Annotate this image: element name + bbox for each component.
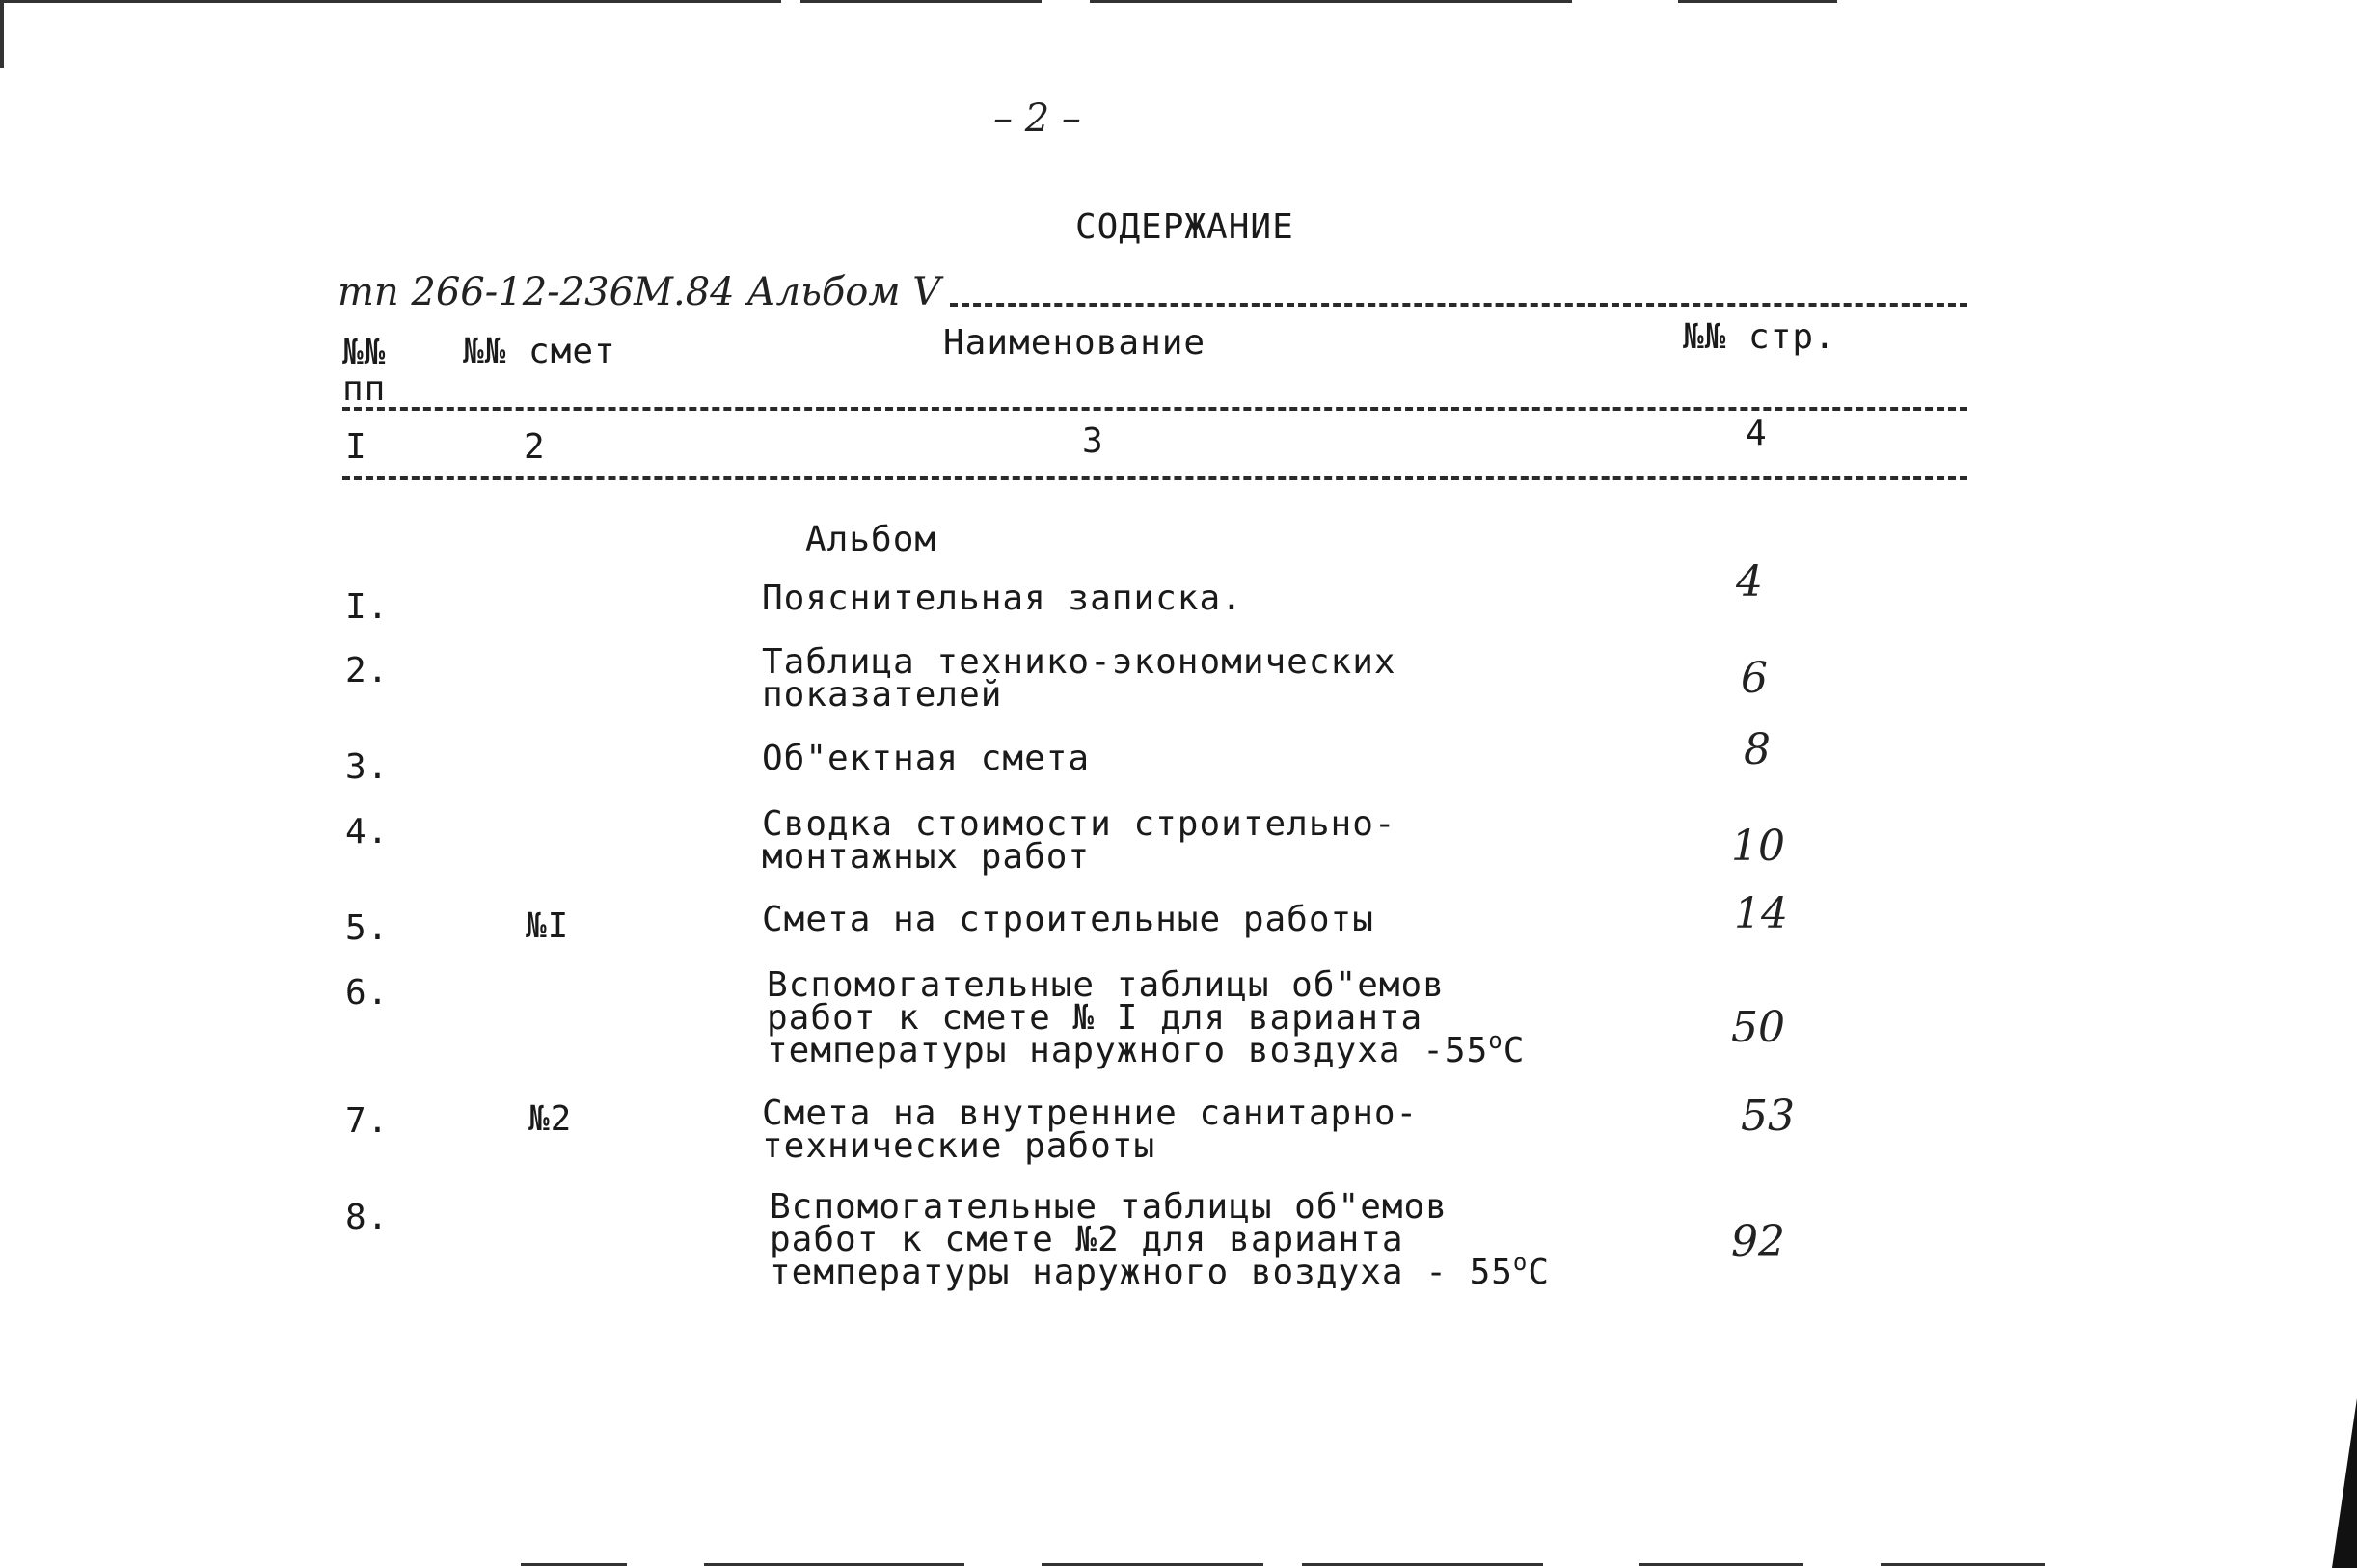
page-title: СОДЕРЖАНИЕ [1075,207,1294,247]
column-number-1: I [345,427,367,467]
scan-edge-bottom-3 [1042,1563,1263,1566]
row-7-number: 7. [345,1101,390,1141]
scan-edge-bottom-5 [1639,1563,1803,1566]
row-6-page: 50 [1731,1003,1785,1052]
row-4-page: 10 [1731,822,1785,871]
column-number-2: 2 [524,427,546,467]
row-2-name: Таблица технико-экономических показателей [762,642,1396,715]
row-6-name: Вспомогательные таблицы об"емов работ к смете № I для варианта температуры наружного воздуха -55 [767,965,1489,1070]
scan-edge-bottom-1 [521,1563,627,1566]
row-1-page: 4 [1736,557,1763,607]
row-8-page: 92 [1731,1217,1785,1266]
row-6-name-block [767,965,1526,1070]
row-7-page: 53 [1741,1092,1795,1141]
row-2-page: 6 [1741,654,1768,703]
scan-edge-left [0,0,4,68]
scan-edge-bottom-right [2276,1398,2357,1568]
degree-sign: o [1512,1249,1529,1276]
column-number-3: 3 [1082,421,1104,461]
row-6-unit: С [1503,1031,1526,1070]
row-7-name: Смета на внутренние санитарно- технические работы [762,1094,1419,1166]
scan-edge-top-right [1678,0,1837,3]
row-4-number: 4. [345,812,390,852]
col1-header-line2: пп [342,369,387,409]
scan-edge-top-mid2 [1090,0,1572,3]
row-7-estimate: №2 [528,1099,573,1139]
row-3-name: Об"ектная смета [762,739,1091,778]
scan-edge-top-left [0,0,781,3]
header-middle-rule [342,407,1967,411]
scan-edge-bottom-6 [1881,1563,2045,1566]
scan-edge-bottom-2 [704,1563,964,1566]
row-6-number: 6. [345,973,390,1013]
row-8-name-block [770,1187,1551,1292]
col2-header: №№ смет [463,332,616,371]
degree-sign: o [1488,1027,1504,1054]
scan-edge-bottom-4 [1302,1563,1543,1566]
row-8-number: 8. [345,1198,390,1237]
scan-edge-top-mid [800,0,1042,3]
row-8-name: Вспомогательные таблицы об"емов работ к смете №2 для варианта температуры наружного воздуха - 55 [770,1187,1513,1292]
row-4-name: Сводка стоимости строительно- монтажных работ [762,804,1396,877]
row-5-page: 14 [1734,889,1788,938]
header-bottom-rule [342,476,1967,480]
row-1-name: Пояснительная записка. [762,579,1243,618]
page-number: – 2 – [993,96,1081,141]
col1-header-line1: №№ [342,333,387,372]
header-top-rule [950,303,1967,307]
col3-header: Наименование [943,323,1206,363]
row-5-number: 5. [345,908,390,948]
column-number-4: 4 [1746,414,1768,453]
section-title: Альбом [805,520,937,559]
row-5-estimate: №I [526,906,570,946]
row-5-name: Смета на строительные работы [762,900,1374,939]
col4-header: №№ стр. [1683,317,1836,357]
row-8-unit: С [1528,1253,1551,1292]
row-1-number: I. [345,587,390,627]
row-3-number: 3. [345,747,390,787]
row-2-number: 2. [345,651,390,690]
album-reference: тп 266-12-236М.84 Альбом V [338,270,941,314]
row-3-page: 8 [1744,725,1771,774]
col1-header [342,335,386,408]
